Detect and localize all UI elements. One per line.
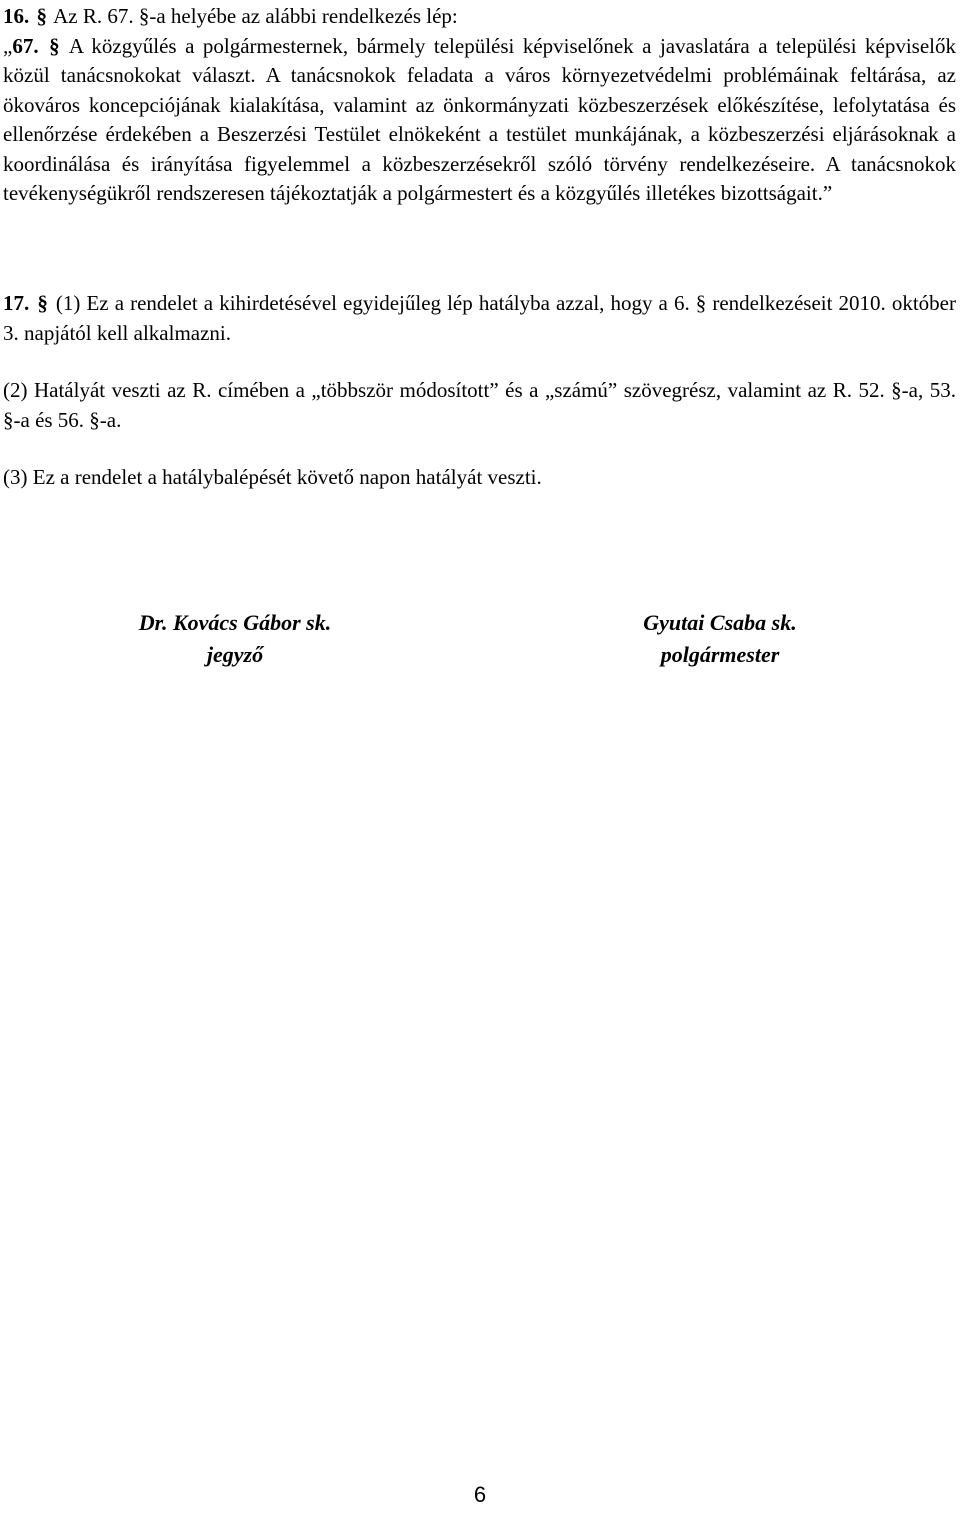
section-67-open-quote: „	[3, 33, 13, 58]
section-17-p1-text: (1) Ez a rendelet a kihirdetésével egyidejűleg lép hatályba azzal, hogy a 6. § rendelkezéseit 2010. október 3. napjától kell alkalmazni.	[3, 291, 956, 345]
section-17-block	[3, 289, 956, 348]
signature-right-name: Gyutai Csaba sk.	[643, 610, 797, 635]
section-17-paragraph-3: (3) Ez a rendelet a hatálybalépését követő napon hatályát veszti.	[3, 465, 542, 489]
section-67-text: A közgyűlés a polgármesternek, bármely települési képviselőnek a javaslatára a települési képviselők közül tanácsnokokat választ. A tanácsnokok feladata a város környezetvédelmi problémáinak feltárása, az ökováros koncepciójának kialakítása, valamint az önkormányzati közbeszerzések előkészítése, lefolytatása és ellenőrzése érdekében a Beszerzési Testület elnökeként a testület munkájának, a közbeszerzési eljárásoknak a koordinálása és irányítása figyelemmel a közbeszerzésekről szóló törvény rendelkezéseire. A tanácsnokok tevékenységükről rendszeresen tájékoztatják a polgármestert és a közgyűlés illetékes bizottságait.”	[3, 33, 957, 205]
signature-right-title: polgármester	[660, 642, 780, 667]
section-sign-icon: §	[49, 33, 60, 58]
signature-right	[570, 607, 870, 671]
section-67-paragraph	[3, 32, 956, 209]
signature-left	[85, 607, 385, 671]
section-17-number: 17.	[3, 291, 30, 315]
section-16-text: Az R. 67. §-a helyébe az alábbi rendelkezés lép:	[53, 4, 458, 28]
section-17-p3-block	[3, 463, 956, 493]
section-17-paragraph-2: (2) Hatályát veszti az R. címében a „többször módosított” és a „számú” szövegrész, valamint az R. 52. §-a, 53. §-a és 56. §-a.	[3, 378, 956, 432]
section-17-paragraph-1	[3, 289, 956, 348]
signature-left-name: Dr. Kovács Gábor sk.	[138, 610, 332, 635]
section-67-number: 67.	[12, 33, 39, 58]
section-16-number: 16.	[3, 4, 30, 28]
page-number: 6	[473, 1482, 487, 1507]
signature-left-title: jegyző	[206, 642, 264, 667]
section-sign-icon: §	[36, 4, 47, 28]
section-16-paragraph	[3, 2, 956, 32]
section-17-p2-block	[3, 376, 956, 435]
section-67-block	[3, 32, 956, 209]
section-16-block	[3, 2, 956, 32]
section-sign-icon: §	[37, 291, 48, 315]
